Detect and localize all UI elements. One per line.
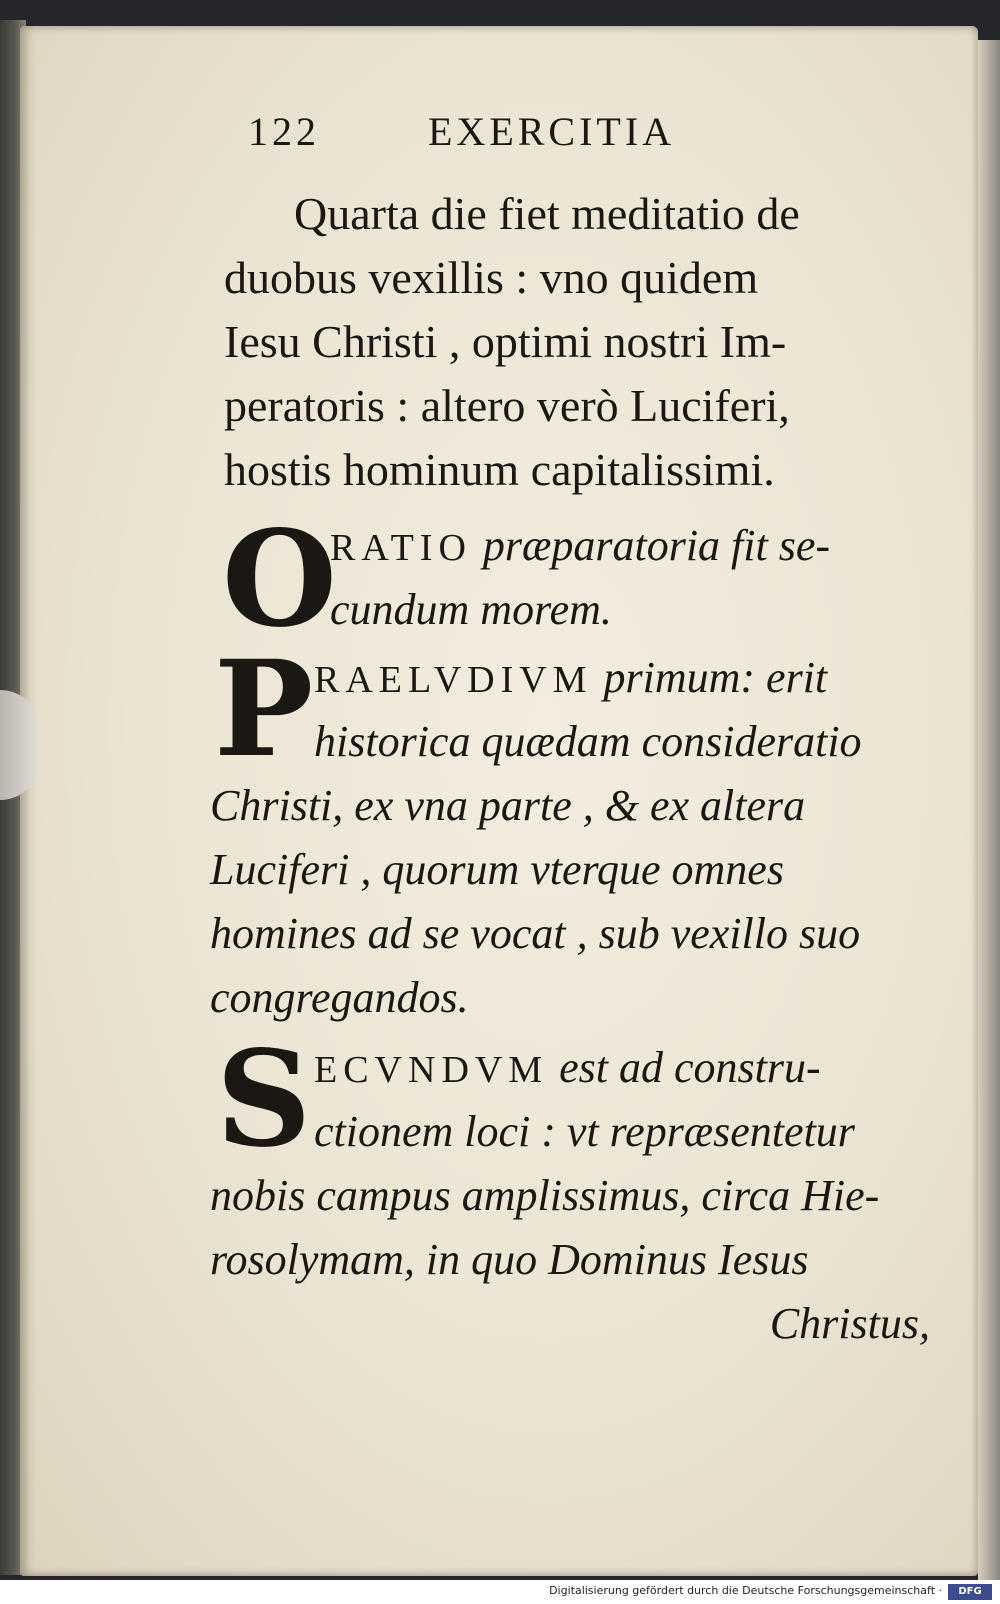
dropcap-o: O — [222, 502, 337, 657]
oratio-caps: RATIO — [330, 527, 472, 569]
dfg-logo: DFG — [948, 1584, 992, 1600]
praeludium-line: Christi, ex vna parte , & ex altera — [210, 781, 806, 830]
running-header — [248, 108, 948, 164]
praeludium-line1: primum: erit — [603, 653, 828, 702]
intro-line: hostis hominum capitalissimi. — [224, 444, 775, 495]
running-head-title: EXERCITIA — [428, 109, 676, 154]
page-number: 122 — [248, 109, 320, 154]
dropcap-s: S — [216, 1022, 312, 1177]
oratio-section — [210, 502, 930, 657]
praeludium-line: congregandos. — [210, 973, 469, 1022]
catchword: Christus, — [769, 1299, 930, 1348]
intro-line: Iesu Christi , optimi nostri Im- — [224, 316, 787, 367]
oratio-line2: cundum morem. — [330, 585, 612, 634]
praeludium-line2: historica quædam consideratio — [314, 717, 862, 766]
secundum-caps: ECVNDVM — [314, 1049, 549, 1091]
digitization-footer — [0, 1580, 1000, 1604]
intro-line: duobus vexillis : vno quidem — [224, 252, 759, 303]
oratio-line1: præparatoria fit se- — [482, 521, 831, 570]
praeludium-section — [210, 632, 930, 1030]
page-fore-edge — [978, 40, 1000, 1580]
intro-line: peratoris : altero verò Luciferi, — [224, 380, 790, 431]
footer-credit: Digitalisierung gefördert durch die Deutsche Forschungsgemeinschaft · — [549, 1584, 942, 1597]
secundum-line1: est ad constru- — [559, 1043, 821, 1092]
secundum-line2: ctionem loci : vt repræsentetur — [314, 1107, 855, 1156]
secundum-line: rosolymam, in quo Dominus Iesus — [210, 1235, 809, 1284]
praeludium-line: homines ad se vocat , sub vexillo suo — [210, 909, 861, 958]
praeludium-line: Luciferi , quorum vterque omnes — [210, 845, 784, 894]
intro-paragraph — [224, 182, 932, 502]
secundum-line: nobis campus amplissimus, circa Hie- — [210, 1171, 880, 1220]
intro-line: Quarta die fiet meditatio de — [294, 188, 800, 239]
praeludium-caps: RAELVDIVM — [314, 659, 593, 701]
dropcap-p: P — [214, 632, 314, 787]
secundum-section — [210, 1022, 930, 1356]
